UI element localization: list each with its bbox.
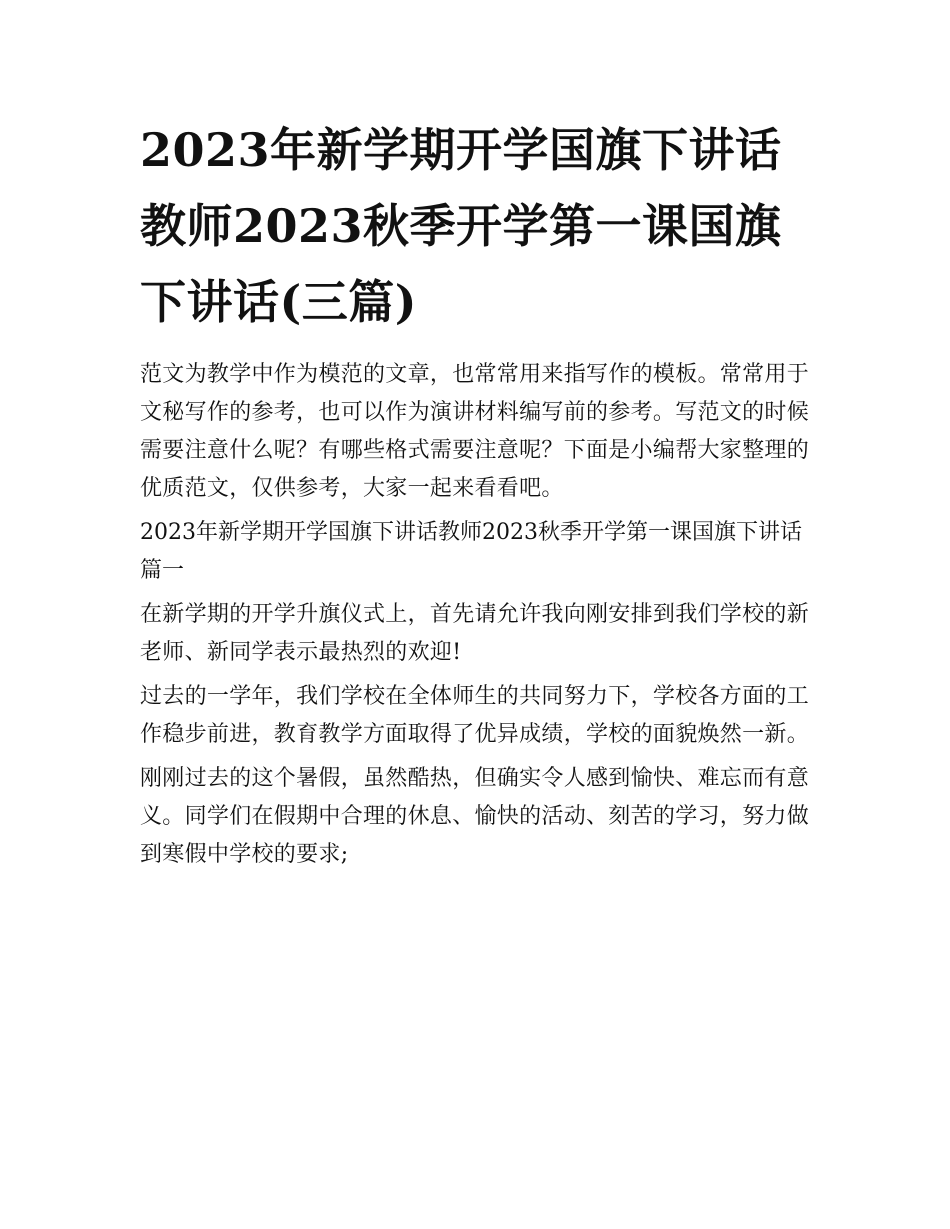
intro-paragraph: 范文为教学中作为模范的文章，也常常用来指写作的模板。常常用于文秘写作的参考，也可以作为演讲材料编写前的参考。写范文的时候需要注意什么呢？有哪些格式需要注意呢？下面是小编帮大家整理的优质范文，仅供参考，大家一起来看看吧。 — [140, 362, 810, 501]
document-title: 2023年新学期开学国旗下讲话教师2023秋季开学第一课国旗下讲话(三篇) — [140, 123, 782, 329]
body-paragraph-2: 过去的一学年，我们学校在全体师生的共同努力下，学校各方面的工作稳步前进，教育教学方面取得了优异成绩，学校的面貌焕然一新。 — [140, 684, 810, 747]
body-paragraph-3: 刚刚过去的这个暑假，虽然酷热，但确实令人感到愉快、难忘而有意义。同学们在假期中合理的休息、愉快的活动、刻苦的学习，努力做到寒假中学校的要求; — [140, 766, 810, 867]
document-page — [140, 112, 812, 874]
section-heading: 2023年新学期开学国旗下讲话教师2023秋季开学第一课国旗下讲话篇一 — [140, 520, 802, 583]
body-paragraph-1: 在新学期的开学升旗仪式上，首先请允许我向刚安排到我们学校的新老师、新同学表示最热烈的欢迎! — [140, 602, 810, 665]
